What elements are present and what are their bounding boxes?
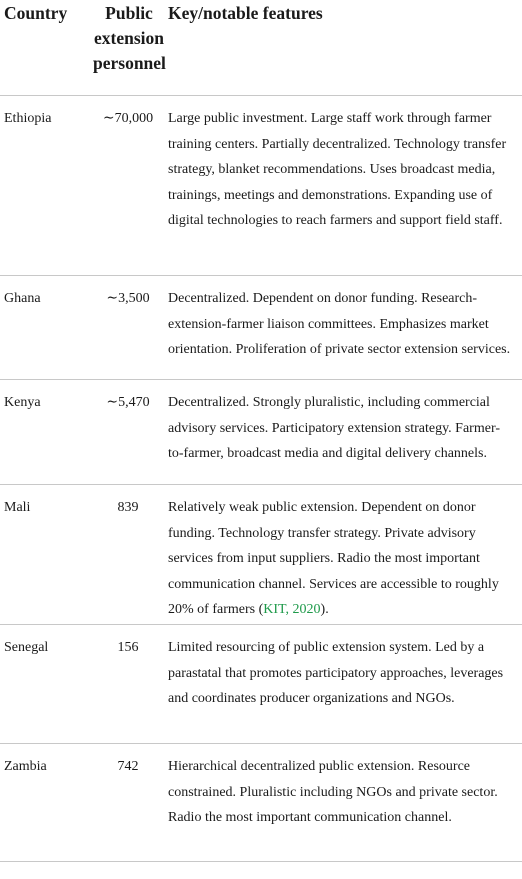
cell-personnel: ∼70,000 (102, 111, 154, 126)
cell-personnel: ∼5,470 (106, 395, 150, 410)
cell-personnel: 839 (117, 500, 139, 515)
cell-country: Ghana (4, 291, 41, 306)
table-row (0, 625, 522, 744)
header-features: Key/notable features (168, 3, 323, 23)
cell-personnel: 742 (117, 759, 139, 774)
cell-features: Decentralized. Strongly pluralistic, including commercial advisory services. Participatory extension strategy. Farmer-to-farmer, broadcast media and digital delivery channels. (168, 395, 500, 461)
cell-country: Zambia (4, 759, 47, 774)
table-header (0, 0, 522, 96)
cell-country: Senegal (4, 640, 49, 655)
features-text: Relatively weak public extension. Dependent on donor funding. Technology transfer strategy. Private advisory services from input suppliers. Radio the most important communication channel. Services are accessible to roughly 20% of farmers ( (168, 500, 499, 617)
cell-country: Mali (4, 500, 31, 515)
cell-features: Hierarchical decentralized public extension. Resource constrained. Pluralistic including NGOs and private sector. Radio the most important communication channel. (168, 759, 498, 825)
cell-features: Large public investment. Large staff work through farmer training centers. Partially decentralized. Technology transfer strategy, blanket recommendations. Uses broadcast media, trainings, meetings and demonstrations. Expanding use of digital technologies to reach farmers and support field staff. (168, 111, 507, 228)
table-row (0, 485, 522, 625)
table-row (0, 744, 522, 862)
cell-country: Kenya (4, 395, 41, 410)
features-text-end: ). (320, 602, 329, 617)
cell-country: Ethiopia (4, 111, 52, 126)
cell-features (168, 495, 512, 623)
cell-features: Limited resourcing of public extension system. Led by a parastatal that promotes participatory approaches, leverages and coordinates producer organizations and NGOs. (168, 640, 504, 706)
table-row (0, 96, 522, 276)
header-country: Country (4, 3, 68, 23)
cell-personnel: ∼3,500 (106, 291, 150, 306)
table-row (0, 380, 522, 485)
header-personnel: Public extension personnel (93, 3, 166, 73)
table-row (0, 276, 522, 380)
citation-link[interactable]: KIT, 2020 (263, 602, 321, 617)
cell-personnel: 156 (117, 640, 139, 655)
cell-features: Decentralized. Dependent on donor funding. Research-extension-farmer liaison committees. Emphasizes market orientation. Proliferation of private sector extension services. (168, 291, 511, 357)
